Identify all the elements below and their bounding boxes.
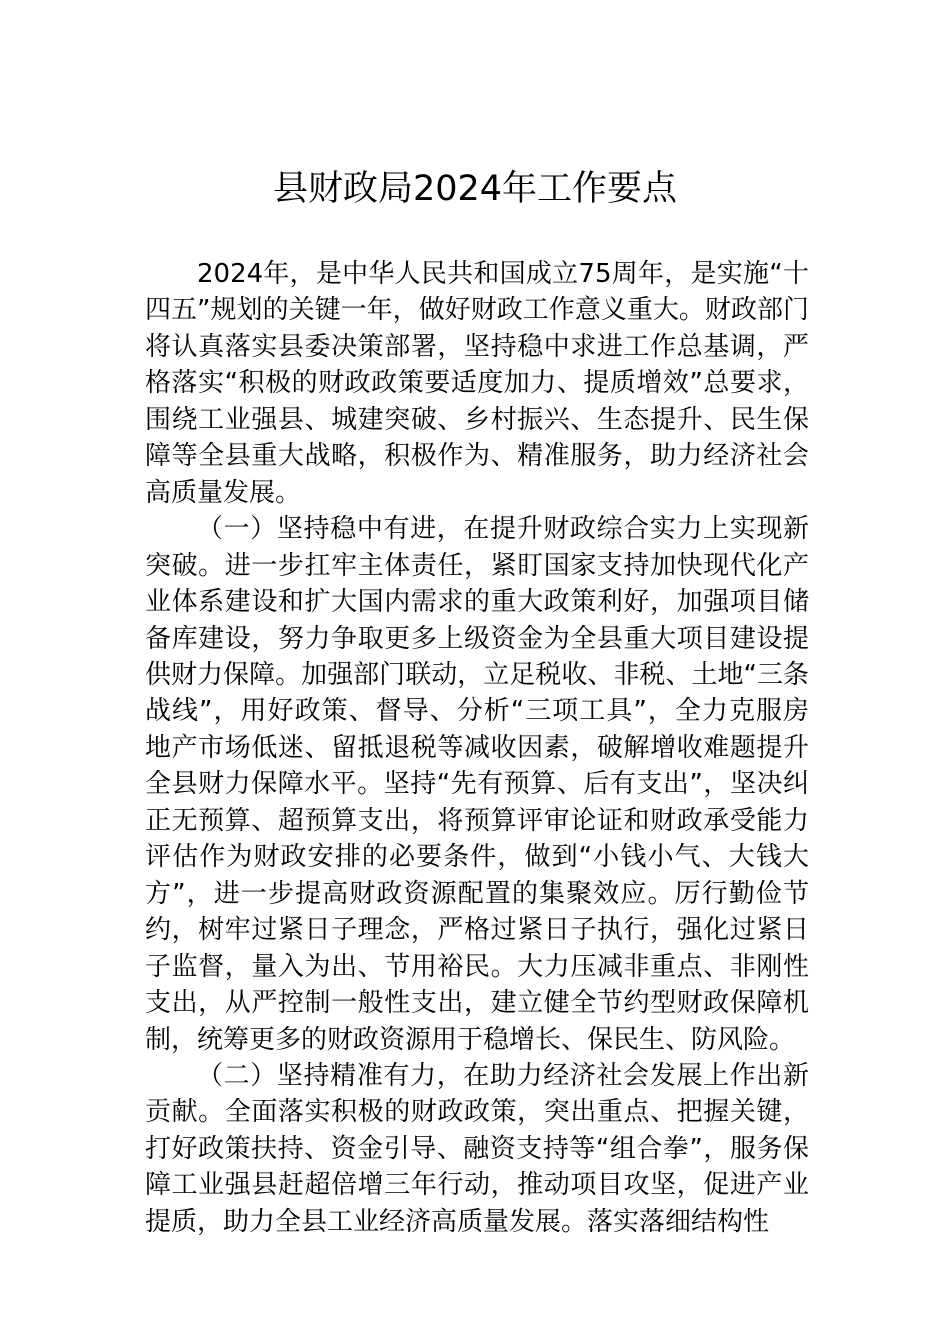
document-title: 县财政局2024年工作要点 (272, 169, 678, 209)
paragraph-intro: 2024年，是中华人民共和国成立75周年，是实施“十四五”规划的关键一年，做好财政工作意义重大。财政部门将认真落实县委决策部署，坚持稳中求进工作总基调，严格落实“积极的财政政策要适度加力、提质增效”总要求，围绕工业强县、城建突破、乡村振兴、生态提升、民生保障等全县重大战略，积极作为、精准服务，助力经济社会高质量发展。 (145, 259, 809, 508)
document-body (145, 256, 809, 1240)
paragraph-section-1: （一）坚持稳中有进，在提升财政综合实力上实现新突破。进一步扛牢主体责任，紧盯国家支持加快现代化产业体系建设和扩大国内需求的重大政策利好，加强项目储备库建设，努力争取更多上级资金为全县重大项目建设提供财力保障。加强部门联动，立足税收、非税、土地“三条战线”，用好政策、督导、分析“三项工具”，全力克服房地产市场低迷、留抵退税等减收因素，破解增收难题提升全县财力保障水平。坚持“先有预算、后有支出”，坚决纠正无预算、超预算支出，将预算评审论证和财政承受能力评估作为财政安排的必要条件，做到“小钱小气、大钱大方”，进一步提高财政资源配置的集聚效应。厉行勤俭节约，树牢过紧日子理念，严格过紧日子执行，强化过紧日子监督，量入为出、节用裕民。大力压减非重点、非刚性支出，从严控制一般性支出，建立健全节约型财政保障机制，统筹更多的财政资源用于稳增长、保民生、防风险。 (145, 514, 809, 1055)
paragraph-section-2: （二）坚持精准有力，在助力经济社会发展上作出新贡献。全面落实积极的财政政策，突出重点、把握关键，打好政策扶持、资金引导、融资支持等“组合拳”，服务保障工业强县赶超倍增三年行动，推动项目攻坚，促进产业提质，助力全县工业经济高质量发展。落实落细结构性 (145, 1060, 809, 1237)
